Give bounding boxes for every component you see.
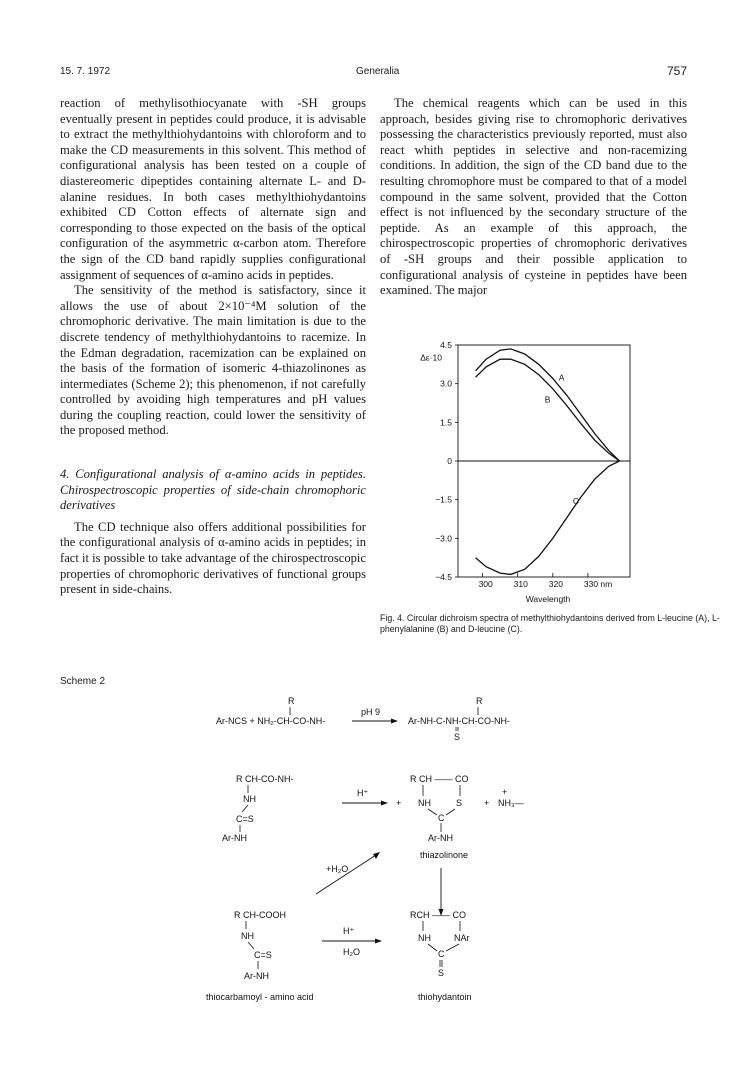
y-tick-label: 4.5	[440, 340, 452, 350]
x-tick-label: 300	[478, 579, 493, 589]
y-tick-label: −3.0	[435, 533, 452, 544]
header-journal: Generalia	[356, 66, 400, 77]
scheme-thiazolinone-c: C	[438, 813, 445, 823]
paragraph: The CD technique also offers additional possibilities for the configurational analysis of α-amino acids in peptides; in fact it is possible to take advantage of the chirospectroscopic properties of chromophoric derivatives of functional groups present in side-chains.	[60, 519, 366, 597]
series-line-b	[476, 359, 620, 461]
y-tick-label: 3.0	[440, 378, 452, 389]
scheme-thiocarbamoyl-cs: C=S	[254, 950, 272, 960]
figure-caption: Fig. 4. Circular dichroism spectra of methylthiohydantoins derived from L-leucine (A), L-phenylalanine (B) and D-leucine (C).	[380, 613, 720, 634]
paragraph: The chemical reagents which can be used in this approach, besides giving rise to chromophoric derivatives possessing the characteristics previously reported, must also react whith peptides in selective and non-racemizing conditions. In addition, the sign of the CD band due to the resulting chromophore must be compared to that of a model compound in the same solvent, provided that the Cotton effect is not influenced by the secondary structure of the peptide. As an example of this approach, the chirospectroscopic properties of chromophoric derivatives of -SH groups and their possible application to configurational analysis of cysteine in peptides have been examined. The major	[380, 96, 687, 298]
scheme-thiohydantoin-nar: NAr	[454, 933, 470, 943]
scheme-intermediate-nh: NH	[243, 794, 256, 804]
paragraph: reaction of methylisothiocyanate with -SH groups eventually present in peptides could produce, it is advisable to extract the methylthiohydantoins with chloroform and to make the CD measurements in this solvent. This method of configurational analysis has been tested on a couple of diastereomeric dipeptides containing alternate L- and D-alanine residues. In both cases methylthiohydantoins exhibited CD Cotton effects of alternate sign and corresponding to those expected on the basis of the optical configuration of the asymmetric α-carbon atom. Therefore the sign of the CD band rapidly supplies configurational assignment of sequences of α-amino acids in peptides.	[60, 96, 366, 282]
scheme-plus: +	[484, 798, 490, 808]
scheme-thiocarbamoyl-top: R CH-COOH	[234, 910, 286, 920]
scheme-water-label: H₂O	[343, 947, 360, 957]
paragraph: The sensitivity of the method is satisfactory, since it allows the use of about 2×10⁻⁴M solution of the chromophoric derivative. The main limitation is due to the discrete tendency of methylthiohydantoins to racemize. In the Edman degradation, racemization can be explained on the basis of the formation of isomeric 4-thiazolinones as intermediates (Scheme 2); this phenomenon, if not carefully controlled by avoiding high temperatures and pH values during the coupling reaction, could lower the sensitivity of the proposed method.	[60, 283, 366, 438]
y-tick-label: 1.5	[440, 417, 452, 428]
y-tick-label: 0	[447, 456, 452, 466]
series-label-b: B	[544, 394, 551, 405]
right-column	[380, 96, 687, 299]
x-axis-label: Wavelength	[525, 594, 571, 604]
scheme-reactant: Ar-NCS + NH₂-CH-CO-NH-	[216, 716, 326, 726]
scheme-intermediate-cs: C=S	[236, 814, 254, 824]
cd-spectra-chart	[410, 337, 690, 609]
scheme-thiazolinone-arnh: Ar-NH	[428, 833, 453, 843]
scheme-ammonium: NH₃—	[498, 798, 524, 808]
scheme-thiohydantoin-c: C	[438, 949, 445, 959]
scheme-ph-label: pH 9	[361, 707, 381, 717]
scheme-nh3-charge: +	[502, 787, 508, 797]
series-line-c	[476, 461, 620, 574]
scheme-thiazolinone-top: R CH —— CO	[410, 774, 469, 784]
header-page-number: 757	[667, 64, 688, 78]
scheme-thiohydantoin-nh: NH	[418, 933, 431, 943]
scheme-product: Ar-NH-C-NH-CH-CO-NH-	[408, 716, 510, 726]
scheme-thiazolinone-s: S	[456, 798, 463, 808]
scheme-hplus-label: H⁺	[357, 788, 369, 798]
series-label-c: C	[572, 496, 579, 507]
x-tick-label: 330 nm	[583, 579, 613, 589]
scheme-thiocarbamoyl-nh: NH	[241, 931, 254, 941]
y-tick-label: −4.5	[435, 572, 452, 582]
scheme-plus: +	[396, 798, 402, 808]
x-tick-label: 310	[513, 579, 528, 589]
x-tick-label: 320	[548, 579, 563, 589]
y-axis-label: Δε·10	[420, 352, 442, 363]
scheme-water-label: +H₂O	[326, 864, 349, 874]
series-line-a	[476, 349, 620, 461]
scheme-thiohydantoin-top: RCH —— CO	[410, 910, 466, 920]
scheme-hplus-label: H⁺	[343, 926, 355, 936]
scheme-thiocarbamoyl-label: thiocarbamoyl - amino acid	[206, 992, 314, 1002]
scheme-intermediate-top: R CH-CO-NH-	[236, 774, 294, 784]
scheme-thiohydantoin-label: thiohydantoin	[418, 992, 472, 1002]
series-label-a: A	[558, 372, 565, 383]
scheme-intermediate-arnh: Ar-NH	[222, 833, 247, 843]
scheme-thiohydantoin-s: S	[438, 968, 445, 978]
scheme-thiocarbamoyl-arnh: Ar-NH	[244, 971, 269, 981]
scheme-label: Scheme 2	[60, 676, 106, 687]
scheme-product-s: S	[454, 732, 461, 742]
left-column	[60, 96, 366, 598]
scheme-thiazolinone-nh: NH	[418, 798, 431, 808]
header-date: 15. 7. 1972	[60, 66, 111, 77]
reaction-scheme	[0, 690, 744, 1035]
section-heading: 4. Configurational analysis of α-amino acids in peptides. Chirospectroscopic properties of side-chain chromophoric derivatives	[60, 467, 366, 513]
y-tick-label: −1.5	[435, 494, 452, 505]
scheme-thiazolinone-label: thiazolinone	[420, 850, 469, 860]
scheme-r: R	[476, 696, 483, 706]
scheme-r: R	[288, 696, 295, 706]
